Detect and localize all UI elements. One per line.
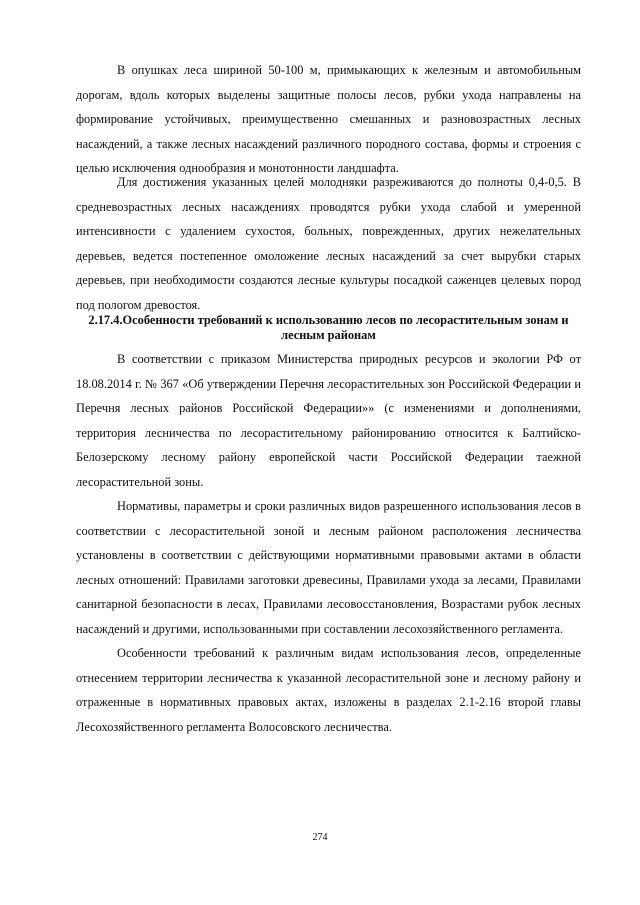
section-heading: 2.17.4.Особенности требований к использованию лесов по лесорастительным зонам и лесным районам: [88, 313, 569, 342]
page-number: 274: [312, 832, 328, 843]
paragraph-requirements: Особенности требований к различным видам использования лесов, определенные отнесением территории лесничества к указанной лесорастительной зоне и лесному району и отраженные в нормативных правовых актах, изложены в разделах 2.1-2.16 второй главы Лесохозяйственного регламента Волосовского лесничества.: [76, 646, 581, 734]
paragraph-order-reference: В соответствии с приказом Министерства природных ресурсов и экологии РФ от 18.08.2014 г. № 367 «Об утверждении Перечня лесорастительных зон Российской Федерации и Перечня лесных районов Российской Федерации»» (с изменениями и дополнениями, территория лесничества по лесорастительному районированию относится к Балтийско-Белозерскому лесному району европейской части Российской Федерации таежной лесорастительной зоны.: [76, 352, 581, 489]
paragraph-forest-edges: В опушках леса шириной 50-100 м, примыкающих к железным и автомобильным дорогам, вдоль которых выделены защитные полосы лесов, рубки ухода направлены на формирование устойчивых, преимущественно смешанных и разновозрастных лесных насаждений, а также лесных насаждений различного породного состава, формы и строения с целью исключения однообразия и монотонности ландшафта.: [76, 63, 581, 175]
paragraph-block: [76, 58, 581, 181]
paragraph-thinning-goals: Для достижения указанных целей молодняки разреживаются до полноты 0,4-0,5. В средневозрастных лесных насаждениях проводятся рубки ухода слабой и умеренной интенсивности с удалением сухостоя, больных, поврежденных, других нежелательных деревьев, ведется постепенное омоложение лесных насаждений за счет вырубки старых деревьев, при необходимости создаются лесные культуры посадкой саженцев целевых пород под пологом древостоя.: [76, 175, 581, 312]
section-body: [76, 347, 581, 739]
paragraph-norms: Нормативы, параметры и сроки различных видов разрешенного использования лесов в соответствии с лесорастительной зоной и лесным районом расположения лесничества установлены в соответствии с действующими нормативными правовыми актами в области лесных отношений: Правилами заготовки древесины, Правилами ухода за лесами, Правилами санитарной безопасности в лесах, Правилами лесовосстановления, Возрастами рубок лесных насаждений и другими, использованными при составлении лесохозяйственного регламента.: [76, 499, 581, 636]
paragraph-block: [76, 170, 581, 317]
